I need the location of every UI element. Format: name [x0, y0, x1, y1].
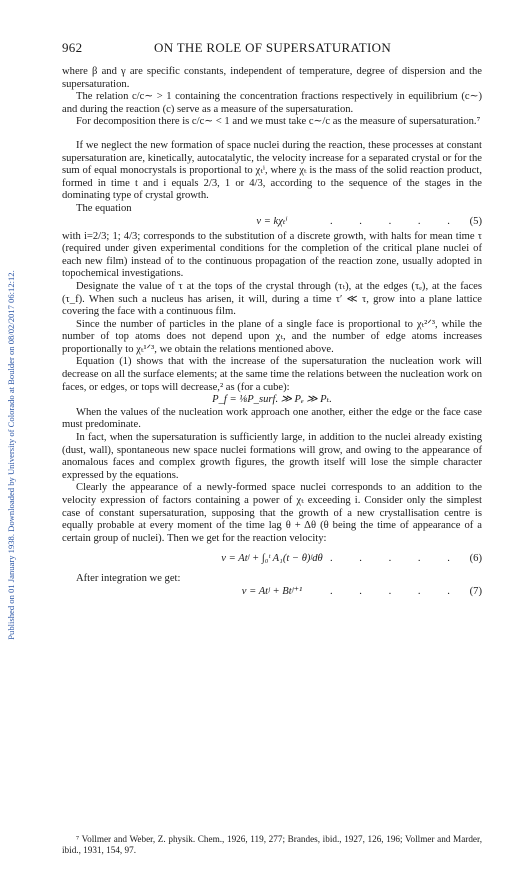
- paragraph: Since the number of particles in the plane of a single face is proportional to χₜ²ᐟ³, while the number of top atoms does not depend upon χₜ, and the number of edge atoms increases proportionally to χₜ¹ᐟ³, we obtain the relations mentioned above.: [62, 318, 482, 355]
- paragraph: with i=2/3; 1; 4/3; corresponds to the substitution of a discrete growth, with halts for mean time τ (required under given experimental conditions for the completion of the critical plane nuclei of each new film) instead of to the continuous propagation of the reaction zone, usually adopted in topochemical investigations.: [62, 230, 482, 280]
- equation-7: [62, 586, 482, 601]
- watermark-text: Published on 01 January 1938. Downloaded by University of Colorado at Boulder on 08/02/2017 06:12:12.: [6, 270, 16, 640]
- page-number: 962: [62, 40, 83, 55]
- running-header: [62, 40, 482, 56]
- running-title: ON THE ROLE OF SUPERSATURATION: [154, 40, 392, 55]
- paragraph: Equation (1) shows that with the increase of the supersaturation the nucleation work will decrease on all the surface elements; at the same time the relations between the nucleation work on faces, or edges, or tops will decrease,² as (for a cube):: [62, 356, 482, 393]
- equation-6-number: (6): [469, 553, 482, 565]
- paragraph: For decomposition there is c/c∼ < 1 and we must take c∼/c as the measure of supersaturation.⁷: [76, 116, 481, 128]
- equation-5: [62, 216, 482, 231]
- equation-5-formula: v = kχₜⁱ: [256, 215, 288, 227]
- paragraph: After integration we get:: [76, 573, 181, 585]
- paragraph: Clearly the appearance of a newly-formed space nuclei corresponds to an addition to the velocity expression of factors containing a power of χₜ exceeding i. Consider only the simplest case of constant supersaturation, supposing that the growth of a new crystallisation centre is equally probable at every moment of the time lag θ + Δθ (θ being the time of appearance of a certain group of nuclei). Then we get for the reaction velocity:: [62, 482, 482, 544]
- equation-6: [62, 549, 482, 573]
- footnote-text: ⁷ Vollmer and Weber, Z. physik. Chem., 1926, 119, 277; Brandes, ibid., 1927, 126, 196; Vollmer and Marder, ibid., 1931, 154, 97.: [62, 834, 482, 855]
- equation-5-number: (5): [469, 215, 482, 227]
- body-text: [62, 66, 482, 601]
- paragraph: When the values of the nucleation work approach one another, either the edge or the face case must predominate.: [62, 406, 482, 431]
- leader-dots: . . . . .: [330, 585, 462, 597]
- paragraph: If we neglect the new formation of space nuclei during the reaction, these processes at constant supersaturation are, kinetically, autocatalytic, the velocity increase for a separated crystal or for the sum of equal monocrystals is proportional to χₜⁱ, where χₜ is the mass of the solid reaction product, formed in time t and i equals 2/3, 1 or 4/3, according to the sequence of the stages in the dominating type of crystal growth.: [62, 139, 482, 202]
- leader-dots: . . . . .: [330, 215, 462, 227]
- paragraph: where β and γ are specific constants, independent of temperature, degree of dispersion and the supersaturation.: [62, 66, 482, 90]
- paragraph: In fact, when the supersaturation is sufficiently large, in addition to the nuclei already existing (dust, wall), spontaneous new space nuclei formations will grow, and owing to the appearance of anomalous faces and complex growth figures, the growth itself will lose the simple character expressed by the equations.: [62, 432, 482, 481]
- nucleation-work-relation: P_f = ⅛P_surf. ≫ Pₑ ≫ Pₜ.: [212, 394, 332, 406]
- footnote: [62, 834, 482, 856]
- leader-dots: . . . . .: [330, 553, 462, 565]
- download-watermark: [4, 40, 18, 870]
- paragraph: The equation: [76, 202, 132, 214]
- paragraph: Designate the value of τ at the tops of the crystal through (τₜ), at the edges (τₑ), at the faces (τ_f). When such a nucleus has arisen, it will, during a time τ′ ≪ τ, grow into a plane lattice covering the face with a continuous film.: [62, 280, 482, 318]
- equation-7-number: (7): [469, 585, 482, 597]
- paragraph: The relation c/c∼ > 1 containing the concentration fractions respectively in equilibrium (c∼) and during the reaction (c) serve as a measure of the supersaturation.: [62, 91, 482, 115]
- equation-6-formula: v = Atʲ + ∫₀ᵗ A₁(t − θ)ʲdθ: [221, 553, 323, 565]
- equation-7-formula: v = Atʲ + Btʲ⁺¹: [241, 585, 303, 597]
